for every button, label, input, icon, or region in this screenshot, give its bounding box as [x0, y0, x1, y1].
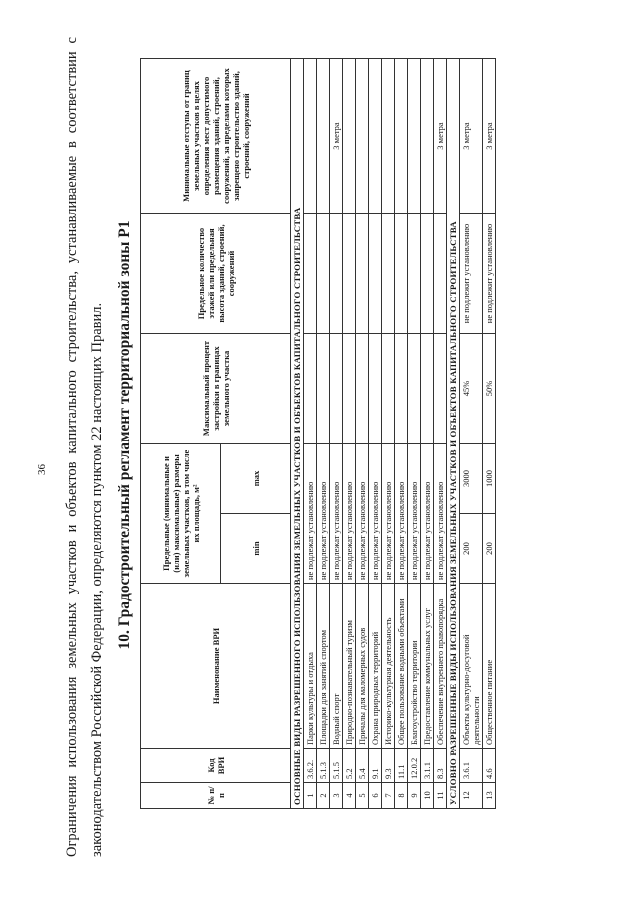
row-num: 9	[408, 783, 421, 809]
row-num: 4	[343, 783, 356, 809]
row-floors	[304, 214, 317, 334]
page-number: 36	[36, 464, 48, 475]
row-percent	[369, 334, 382, 444]
row-name: Общественное питание	[483, 584, 496, 749]
row-percent	[408, 334, 421, 444]
header-code: Код ВРИ	[141, 749, 291, 783]
table-row	[356, 59, 369, 809]
row-percent: 50%	[483, 334, 496, 444]
row-floors	[330, 214, 343, 334]
row-floors	[382, 214, 395, 334]
table-row	[330, 59, 343, 809]
section-row-main: ОСНОВНЫЕ ВИДЫ РАЗРЕШЕННОГО ИСПОЛЬЗОВАНИЯ ЗЕМЕЛЬНЫХ УЧАСТКОВ И ОБЪЕКТОВ КАПИТАЛЬНОГО СТРОИТЕЛЬСТВА	[291, 59, 304, 809]
row-num: 11	[434, 783, 447, 809]
row-setback	[408, 59, 421, 214]
table-row	[408, 59, 421, 809]
row-setback: 3 метра	[434, 59, 447, 214]
row-size: не подлежат установлению	[317, 444, 330, 584]
row-size: не подлежат установлению	[421, 444, 434, 584]
row-setback	[317, 59, 330, 214]
row-percent	[304, 334, 317, 444]
row-size: не подлежат установлению	[408, 444, 421, 584]
row-size: не подлежат установлению	[343, 444, 356, 584]
row-code: 11.1	[395, 749, 408, 783]
row-setback	[356, 59, 369, 214]
row-code: 5.4	[356, 749, 369, 783]
row-percent	[317, 334, 330, 444]
row-name: Объекты культурно-досуговой деятельности	[460, 584, 483, 749]
section-heading: 10. Градостроительный регламент территориальной зоны Р1	[116, 220, 133, 650]
table-row	[421, 59, 434, 809]
row-num: 6	[369, 783, 382, 809]
row-num: 8	[395, 783, 408, 809]
header-max: max	[221, 444, 291, 514]
row-floors: не подлежит установлению	[483, 214, 496, 334]
row-code: 5.2	[343, 749, 356, 783]
row-percent	[421, 334, 434, 444]
row-floors	[395, 214, 408, 334]
row-percent	[356, 334, 369, 444]
row-min: 200	[483, 514, 496, 584]
header-num: № п/п	[141, 783, 291, 809]
row-floors	[369, 214, 382, 334]
row-max: 1000	[483, 444, 496, 514]
row-code: 3.6.2.	[304, 749, 317, 783]
row-size: не подлежат установлению	[304, 444, 317, 584]
row-code: 4.6	[483, 749, 496, 783]
table-row	[395, 59, 408, 809]
row-setback: 3 метра	[460, 59, 483, 214]
row-name: Общее пользование водными объектами	[395, 584, 408, 749]
table-row	[460, 59, 483, 809]
row-max: 3000	[460, 444, 483, 514]
row-percent	[343, 334, 356, 444]
row-percent	[382, 334, 395, 444]
row-setback	[369, 59, 382, 214]
intro-text: Ограничения использования земельных участков и объектов капитального строительства, устанавливаемые в соответствии с законодательством Российской Федерации, определяются пунктом 22 настоящих Правил.	[64, 37, 105, 857]
row-setback: 3 метра	[330, 59, 343, 214]
row-code: 3.1.1	[421, 749, 434, 783]
row-setback	[382, 59, 395, 214]
row-num: 3	[330, 783, 343, 809]
row-code: 5.1.3	[317, 749, 330, 783]
row-percent	[434, 334, 447, 444]
header-name: Наименование ВРИ	[141, 584, 291, 749]
row-floors: не подлежит установлению	[460, 214, 483, 334]
row-floors	[434, 214, 447, 334]
header-setback: Минимальные отступы от границ земельных участков в целях определения мест допустимого размещения зданий, строений, сооружений, за пределами которых запрещено строительство зданий, строений, сооружений	[141, 59, 291, 214]
row-floors	[408, 214, 421, 334]
row-floors	[421, 214, 434, 334]
row-percent	[330, 334, 343, 444]
row-size: не подлежат установлению	[395, 444, 408, 584]
row-code: 9.1	[369, 749, 382, 783]
table-body	[291, 59, 496, 809]
row-num: 5	[356, 783, 369, 809]
table-row	[382, 59, 395, 809]
table-row	[483, 59, 496, 809]
header-floors: Предельное количество этажей или предельная высота зданий, строений, сооружений	[141, 214, 291, 334]
row-num: 7	[382, 783, 395, 809]
row-percent	[395, 334, 408, 444]
row-name: Площадки для занятий спортом	[317, 584, 330, 749]
row-size: не подлежат установлению	[356, 444, 369, 584]
row-setback: 3 метра	[483, 59, 496, 214]
row-name: Благоустройство территории	[408, 584, 421, 749]
row-min: 200	[460, 514, 483, 584]
table-row	[434, 59, 447, 809]
row-size: не подлежат установлению	[330, 444, 343, 584]
row-floors	[356, 214, 369, 334]
row-code: 9.3	[382, 749, 395, 783]
table-row	[304, 59, 317, 809]
row-num: 1	[304, 783, 317, 809]
row-num: 2	[317, 783, 330, 809]
row-code: 8.3	[434, 749, 447, 783]
row-size: не подлежат установлению	[434, 444, 447, 584]
row-name: Природно-познавательный туризм	[343, 584, 356, 749]
row-setback	[343, 59, 356, 214]
row-size: не подлежат установлению	[369, 444, 382, 584]
row-floors	[317, 214, 330, 334]
row-num: 13	[483, 783, 496, 809]
row-name: Парки культуры и отдыха	[304, 584, 317, 749]
row-setback	[421, 59, 434, 214]
row-floors	[343, 214, 356, 334]
header-percent: Максимальный процент застройки в границах земельного участка	[141, 334, 291, 444]
table-row	[369, 59, 382, 809]
section-row-conditional: УСЛОВНО РАЗРЕШЕННЫЕ ВИДЫ ИСПОЛЬЗОВАНИЯ ЗЕМЕЛЬНЫХ УЧАСТКОВ И ОБЪЕКТОВ КАПИТАЛЬНОГО СТРОИТЕЛЬСТВА	[447, 59, 460, 809]
row-setback	[395, 59, 408, 214]
row-name: Предоставление коммунальных услуг	[421, 584, 434, 749]
row-name: Обеспечение внутреннего правопорядка	[434, 584, 447, 749]
table-row	[317, 59, 330, 809]
row-setback	[304, 59, 317, 214]
row-code: 3.6.1	[460, 749, 483, 783]
row-code: 5.1.5	[330, 749, 343, 783]
row-size: не подлежат установлению	[382, 444, 395, 584]
header-size: Предельные (минимальные и (или) максимальные) размеры земельных участков, в том числе их площадь, м²	[141, 444, 221, 584]
intro-paragraph	[60, 37, 110, 857]
row-num: 10	[421, 783, 434, 809]
row-name: Историко-культурная деятельность	[382, 584, 395, 749]
row-num: 12	[460, 783, 483, 809]
regulation-table	[140, 58, 496, 809]
row-name: Охрана природных территорий	[369, 584, 382, 749]
row-name: Водный спорт	[330, 584, 343, 749]
header-min: min	[221, 514, 291, 584]
table-row	[343, 59, 356, 809]
row-code: 12.0.2	[408, 749, 421, 783]
row-name: Причалы для маломерных судов	[356, 584, 369, 749]
row-percent: 45%	[460, 334, 483, 444]
